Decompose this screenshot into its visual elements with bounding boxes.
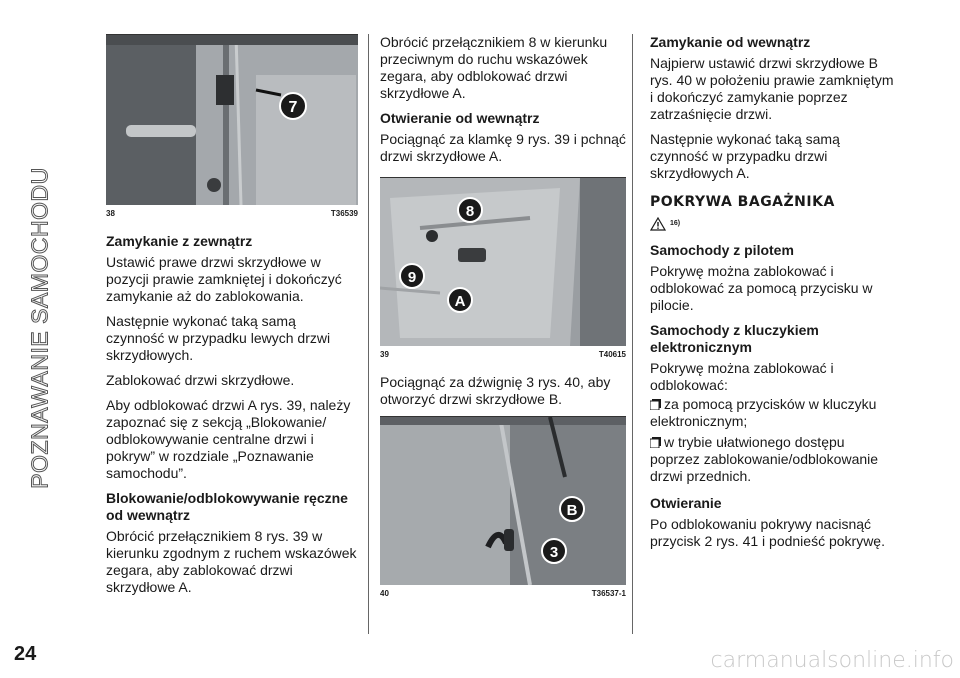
column-divider <box>368 34 369 634</box>
figure-40 <box>380 416 626 585</box>
paragraph: Obrócić przełącznikiem 8 w kierunku przeciwnym do ruchu wskazówek zegara, aby odblokować drzwi skrzydłowe A. <box>380 34 608 101</box>
figure-number: 38 <box>106 209 115 218</box>
callout-9-icon <box>398 262 426 290</box>
paragraph: Następnie wykonać taką samą czynność w przypadku drzwi skrzydłowych A. <box>650 131 840 181</box>
callout-label: 7 <box>288 99 298 116</box>
figure-38 <box>106 34 358 205</box>
paragraph: Najpierw ustawić drzwi skrzydłowe B rys. 40 w położeniu prawie zamkniętym i dokończyć zamykanie poprzez zatrzaśnięcie drzwi. <box>650 55 894 122</box>
page-number: 24 <box>14 643 37 665</box>
figure-code: T36537-1 <box>591 589 626 598</box>
column-divider <box>632 34 633 634</box>
heading-opening: Otwieranie <box>650 495 722 511</box>
section-side-title: POZNAWANIE SAMOCHODU <box>26 167 53 489</box>
callout-7-icon <box>278 91 308 121</box>
heading-opening-inside: Otwieranie od wewnątrz <box>380 110 540 126</box>
paragraph: Ustawić prawe drzwi skrzydłowe w pozycji prawie zamkniętej i dokończyć zamykanie aż do zablokowania. <box>106 254 342 304</box>
figure-38-caption <box>106 205 358 219</box>
figure-code: T40615 <box>598 350 626 359</box>
bullet-text-continued: drzwi przednich. <box>650 468 752 484</box>
callout-label: B <box>566 502 578 519</box>
figure-number: 39 <box>380 350 389 359</box>
bullet-text-continued: poprzez zablokowanie/odblokowanie <box>650 451 879 467</box>
callout-8-icon <box>456 196 484 224</box>
bullet-text: w trybie ułatwionego dostępu <box>664 434 845 450</box>
figure-40-illustration <box>380 417 626 585</box>
figure-39-caption <box>380 346 626 360</box>
callout-label: 3 <box>549 544 559 561</box>
column-2 <box>380 34 626 613</box>
heading-closing-inside: Zamykanie od wewnątrz <box>650 34 811 50</box>
callout-label: A <box>454 293 466 310</box>
paragraph: Następnie wykonać taką samą czynność w przypadku lewych drzwi skrzydłowych. <box>106 313 331 363</box>
heading-manual-locking: Blokowanie/odblokowywanie ręczne od wewnątrz <box>106 490 348 523</box>
section-title: POKRYWA BAGAŻNIKA <box>650 194 835 210</box>
callout-a-icon <box>446 286 474 314</box>
bullet-square-icon <box>650 397 661 408</box>
warning-reference <box>650 215 900 232</box>
paragraph: Aby odblokować drzwi A rys. 39, należy zapoznać się z sekcją „Blokowanie/ odblokowywanie centralne drzwi i pokryw” w rozdziale „Poznawanie samochodu”. <box>106 397 351 481</box>
bullet-square-icon <box>650 435 661 446</box>
watermark: carmanualsonline.info <box>710 648 954 673</box>
bullet-text-continued: elektronicznym; <box>650 413 748 429</box>
paragraph: Obrócić przełącznikiem 8 rys. 39 w kierunku zgodnym z ruchem wskazówek zegara, aby zablokować drzwi skrzydłowe A. <box>106 528 357 595</box>
warning-triangle-icon <box>650 217 666 231</box>
paragraph: Pociągnąć za dźwignię 3 rys. 40, aby otworzyć drzwi skrzydłowe B. <box>380 374 611 407</box>
bullet-item <box>650 396 900 413</box>
paragraph: Zablokować drzwi skrzydłowe. <box>106 372 295 388</box>
figure-38-illustration <box>106 35 358 205</box>
paragraph: Po odblokowaniu pokrywy nacisnąć przycisk 2 rys. 41 i podnieść pokrywę. <box>650 516 885 549</box>
figure-number: 40 <box>380 589 389 598</box>
column-3 <box>650 34 900 558</box>
bullet-text: za pomocą przycisków w kluczyku <box>664 396 877 412</box>
figure-39 <box>380 177 626 346</box>
callout-label: 8 <box>465 203 475 220</box>
callout-label: 9 <box>407 269 417 286</box>
bullet-item <box>650 434 900 451</box>
heading-closing-outside: Zamykanie z zewnątrz <box>106 233 253 249</box>
paragraph: Pociągnąć za klamkę 9 rys. 39 i pchnąć drzwi skrzydłowe A. <box>380 131 626 164</box>
paragraph: Pokrywę można zablokować i odblokować za pomocą przycisku w pilocie. <box>650 263 873 313</box>
heading-electronic-key: Samochody z kluczykiem elektronicznym <box>650 322 819 355</box>
figure-code: T36539 <box>330 209 358 218</box>
warning-ref-number: 16) <box>670 220 681 227</box>
heading-remote: Samochody z pilotem <box>650 242 794 258</box>
paragraph: Pokrywę można zablokować i odblokować: <box>650 360 834 393</box>
figure-40-caption <box>380 585 626 599</box>
callout-b-icon <box>558 495 586 523</box>
callout-3-icon <box>540 537 568 565</box>
column-1 <box>106 34 358 604</box>
